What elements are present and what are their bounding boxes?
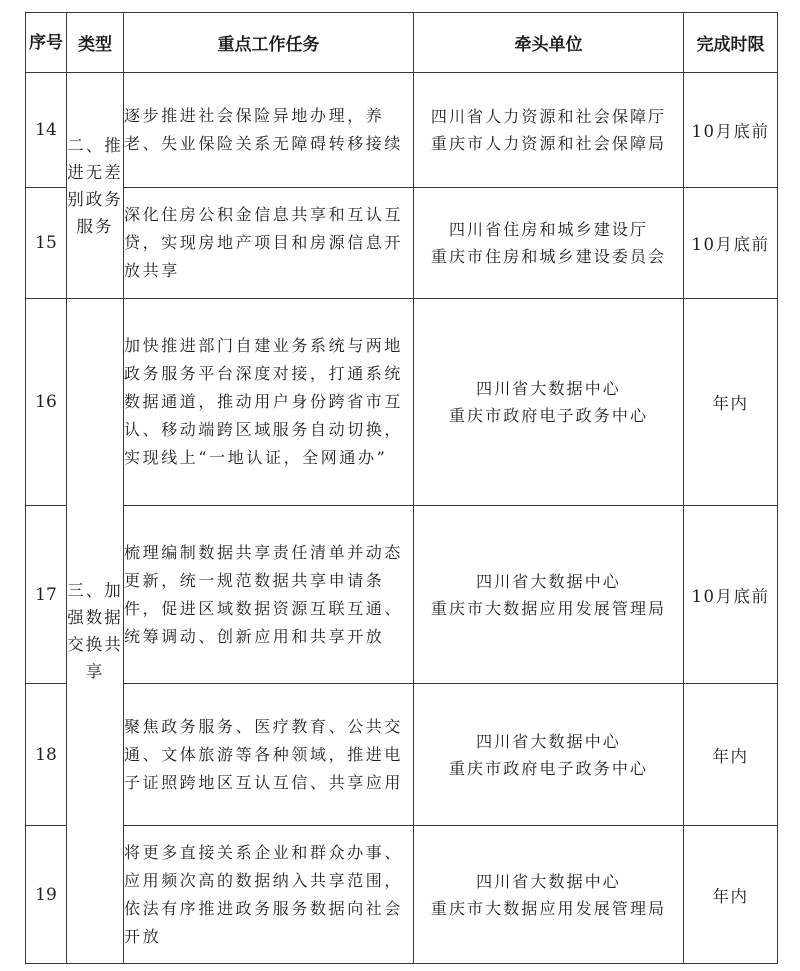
lead-unit-chongqing: 重庆市住房和城乡建设委员会 — [430, 247, 667, 266]
table-row — [26, 188, 778, 299]
row-lead-units — [414, 188, 684, 299]
row-lead-units — [414, 684, 684, 826]
row-seq: 15 — [26, 188, 67, 299]
row-lead-units — [414, 73, 684, 188]
lead-unit-chongqing: 重庆市政府电子政务中心 — [448, 758, 649, 778]
table-row — [26, 826, 778, 964]
row-lead-units — [414, 826, 684, 964]
lead-unit-chongqing: 重庆市政府电子政务中心 — [448, 406, 649, 425]
lead-unit-sichuan: 四川省大数据中心 — [476, 871, 621, 891]
row-deadline: 年内 — [684, 299, 778, 506]
row-seq: 14 — [26, 73, 67, 188]
row-deadline: 10月底前 — [684, 188, 778, 299]
table-row — [26, 299, 778, 506]
header-lead-unit: 牵头单位 — [414, 13, 684, 73]
row-seq: 18 — [26, 684, 67, 826]
row-task: 逐步推进社会保险异地办理，养老、失业保险关系无障碍转移接续 — [124, 73, 414, 188]
lead-unit-sichuan: 四川省大数据中心 — [476, 731, 621, 751]
category-cell: 二、推进无差别政务服务 — [67, 73, 124, 299]
lead-unit-sichuan: 四川省人力资源和社会保障厅 — [430, 107, 667, 126]
row-deadline: 10月底前 — [684, 73, 778, 188]
header-category: 类型 — [67, 13, 124, 73]
table-header-row — [26, 13, 778, 73]
table-row — [26, 506, 778, 684]
row-seq: 19 — [26, 826, 67, 964]
row-seq: 16 — [26, 299, 67, 506]
category-cell: 三、加强数据交换共享 — [67, 299, 124, 964]
work-task-table — [25, 12, 778, 964]
table-row — [26, 73, 778, 188]
table-row — [26, 684, 778, 826]
row-lead-units — [414, 299, 684, 506]
row-task: 深化住房公积金信息共享和互认互贷，实现房地产项目和房源信息开放共享 — [124, 188, 414, 299]
lead-unit-sichuan: 四川省大数据中心 — [476, 571, 621, 591]
row-task: 加快推进部门自建业务系统与两地政务服务平台深度对接，打通系统数据通道，推动用户身份跨省市互认、移动端跨区域服务自动切换，实现线上“一地认证，全网通办” — [124, 299, 414, 506]
row-deadline: 年内 — [684, 684, 778, 826]
row-seq: 17 — [26, 506, 67, 684]
row-deadline: 10月底前 — [684, 506, 778, 684]
header-seq: 序号 — [26, 13, 67, 73]
row-lead-units — [414, 506, 684, 684]
lead-unit-chongqing: 重庆市人力资源和社会保障局 — [430, 134, 667, 153]
header-task: 重点工作任务 — [124, 13, 414, 73]
lead-unit-chongqing: 重庆市大数据应用发展管理局 — [430, 598, 667, 618]
header-deadline: 完成时限 — [684, 13, 778, 73]
row-task: 将更多直接关系企业和群众办事、应用频次高的数据纳入共享范围，依法有序推进政务服务数据向社会开放 — [124, 826, 414, 964]
lead-unit-chongqing: 重庆市大数据应用发展管理局 — [430, 898, 667, 918]
row-task: 梳理编制数据共享责任清单并动态更新，统一规范数据共享申请条件，促进区域数据资源互联互通、统筹调动、创新应用和共享开放 — [124, 506, 414, 684]
row-deadline: 年内 — [684, 826, 778, 964]
lead-unit-sichuan: 四川省大数据中心 — [476, 379, 621, 398]
lead-unit-sichuan: 四川省住房和城乡建设厅 — [448, 220, 649, 239]
row-task: 聚焦政务服务、医疗教育、公共交通、文体旅游等各种领域，推进电子证照跨地区互认互信、共享应用 — [124, 684, 414, 826]
